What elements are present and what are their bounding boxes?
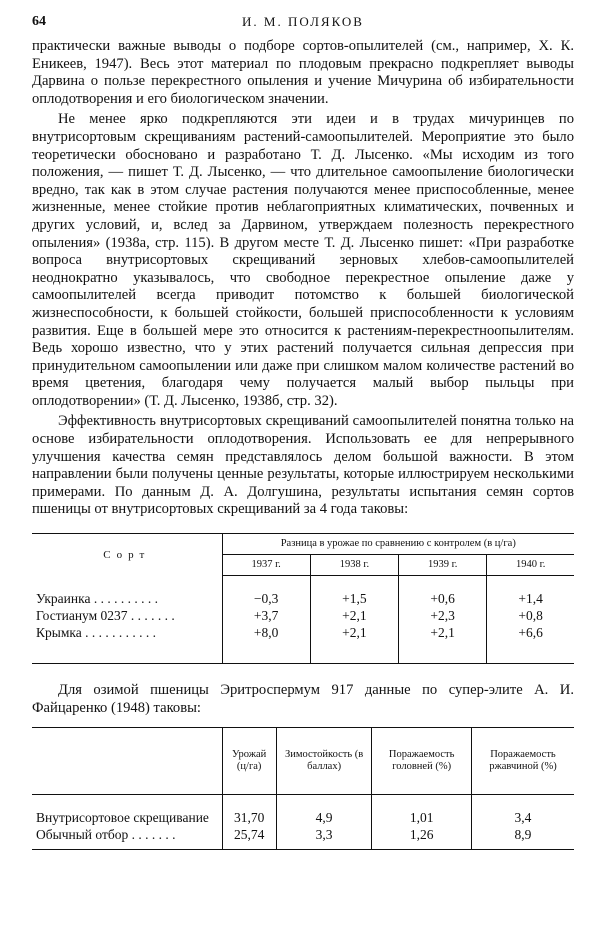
table-cell: 8,9	[471, 826, 574, 843]
table-cell: +2,1	[310, 607, 398, 624]
column-header-rust: Поражаемость ржавчиной (%)	[471, 728, 574, 795]
table-cell: 25,74	[222, 826, 276, 843]
table-row	[32, 809, 574, 826]
paragraph-3: Эффективность внутрисортовых скрещиваний самоопылителей понятна только на основе избирательности оплодотворения. Использовать ее для непрерывного улучшения качества семян представлялось делом большой важности. В этом направлении были получены ценные результаты, которые иллюстрируем несколькими примерами. По данным Д. А. Долгушина, результаты испытания семян сортов пшеницы от внутрисортовых скрещиваний за 4 года таковы:	[32, 413, 574, 518]
table-row	[32, 624, 574, 641]
table-cell: 31,70	[222, 809, 276, 826]
super-elite-table	[32, 727, 574, 850]
running-head: И. М. ПОЛЯКОВ	[242, 14, 364, 29]
table-cell: 1,26	[372, 826, 472, 843]
table-cell: 1,01	[372, 809, 472, 826]
column-header-smut: Поражаемость головней (%)	[372, 728, 472, 795]
page	[32, 14, 574, 850]
table-cell: +1,5	[310, 590, 398, 607]
paragraph-2: Не менее ярко подкрепляются эти идеи и в трудах мичуринцев по внутрисортовым скрещиваниям растений-самоопылителей. Мероприятие это было теоретически обосновано и разработано Т. Д. Лысенко. «Мы исходим из того положения, — пишет Т. Д. Лысенко, — что длительное самоопыление биологически вредно, так как в этом случае растения получаются менее приспособленные, менее жизненные, менее стойкие против неблагоприятных климатических, почвенных и других условий, и, вслед за Дарвином, утверждаем полезность перекрестного опыления» (1938а, стр. 115). В другом месте Т. Д. Лысенко пишет: «При разработке вопроса внутрисортовых скрещиваний зерновых хлебов-самоопылителей неоднократно указывалось, что свободное перекрестное опыление даже у самоопылителей всегда приводит потомство к большей биологической жизнеспособности, к большей стойкости, большей приспособленности к условиям развития. Еще в большей мере это относится к растениям-перекрестноопылителям. Ведь хорошо известно, что у этих растений получается сильная депрессия при принудительном самоопылении или даже при слишком малом количестве растений во время цветения, благодаря чему получается малый выбор пыльцы при оплодотворении» (Т. Д. Лысенко, 1938б, стр. 32).	[32, 111, 574, 409]
table-cell: +2,3	[399, 607, 487, 624]
table-row	[32, 590, 574, 607]
column-header-winter-hardiness: Зимостойкость (в баллах)	[276, 728, 372, 795]
yield-difference-table	[32, 533, 574, 664]
page-header	[32, 14, 574, 38]
table-cell: 4,9	[276, 809, 372, 826]
column-header-yield: Урожай (ц/га)	[222, 728, 276, 795]
table-cell: −0,3	[222, 590, 310, 607]
column-header-year: 1940 г.	[487, 555, 574, 576]
table-cell: +3,7	[222, 607, 310, 624]
column-header-group: Разница в урожае по сравнению с контролем (в ц/га)	[222, 534, 574, 555]
row-label: Внутрисортовое скрещивание	[36, 810, 209, 826]
column-header-year: 1937 г.	[222, 555, 310, 576]
table-cell: +0,6	[399, 590, 487, 607]
table-cell: +2,1	[310, 624, 398, 641]
paragraph-4: Для озимой пшеницы Эритроспермум 917 данные по супер-элите А. И. Файцаренко (1948) таковы:	[32, 682, 574, 716]
table-cell: 3,3	[276, 826, 372, 843]
table-cell: +2,1	[399, 624, 487, 641]
table-cell: +1,4	[487, 590, 574, 607]
table-row	[32, 826, 574, 843]
column-header-year: 1938 г.	[310, 555, 398, 576]
table-cell: +0,8	[487, 607, 574, 624]
row-label: Обычный отбор . . . . . . .	[36, 827, 176, 843]
table-row	[32, 607, 574, 624]
table-cell: +6,6	[487, 624, 574, 641]
table-cell: +8,0	[222, 624, 310, 641]
column-header-year: 1939 г.	[399, 555, 487, 576]
column-header-sort: Сорт	[103, 548, 151, 561]
column-header-empty	[32, 728, 222, 795]
row-label: Гостианум 0237 . . . . . . .	[36, 608, 175, 624]
page-number: 64	[32, 14, 46, 29]
row-label: Крымка . . . . . . . . . . .	[36, 625, 156, 641]
row-label: Украинка . . . . . . . . . .	[36, 591, 158, 607]
table-cell: 3,4	[471, 809, 574, 826]
paragraph-1: практически важные выводы о подборе сортов-опылителей (см., например, Х. К. Еникеев, 1947). Весь этот материал по плодовым прекрасно подкрепляет выводы Дарвина о пользе перекрестного опыления и учение Мичурина об избирательности оплодотворения и его биологическом значении.	[32, 38, 574, 107]
